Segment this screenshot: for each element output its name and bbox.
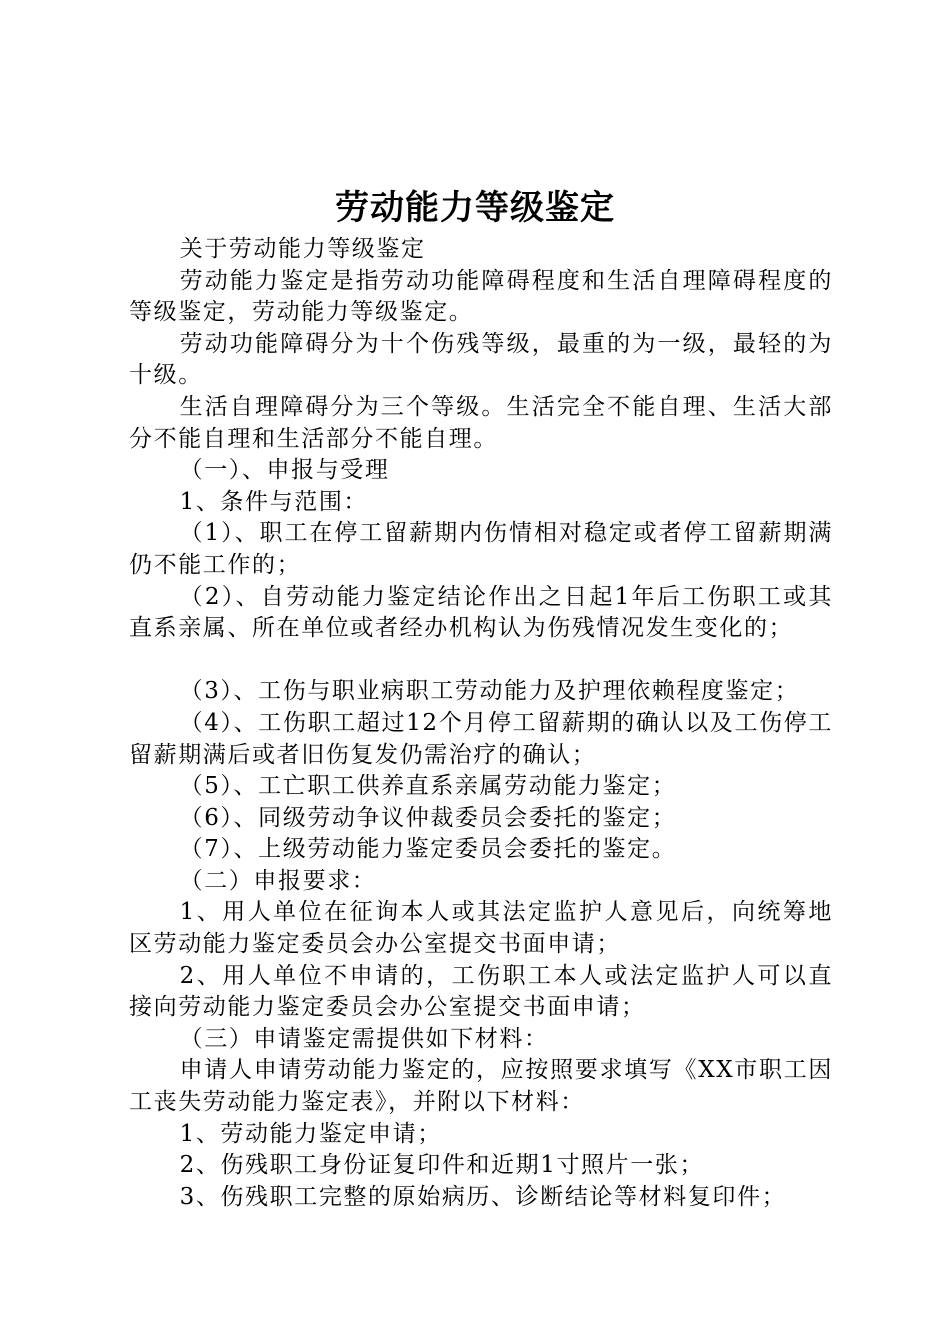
condition-item-5: （5）、工亡职工供养直系亲属劳动能力鉴定； — [179, 773, 677, 800]
requirement-item-2: 2、用人单位不申请的，工伤职工本人或法定监护人可以直接向劳动能力鉴定委员会办公室提交书面申请； — [129, 962, 833, 1021]
paragraph-self-care-grades: 生活自理障碍分为三个等级。生活完全不能自理、生活大部分不能自理和生活部分不能自理。 — [129, 393, 833, 452]
document-title: 劳动能力等级鉴定 — [335, 188, 615, 228]
condition-item-4: （4）、工伤职工超过12个月停工留薪期的确认以及工伤停工留薪期满后或者旧伤复发仍需治疗的确认； — [129, 709, 833, 768]
requirement-item-1: 1、用人单位在征询本人或其法定监护人意见后，向统筹地区劳动能力鉴定委员会办公室提交书面申请； — [129, 899, 833, 958]
material-item-1: 1、劳动能力鉴定申请； — [179, 1120, 442, 1147]
condition-item-2: （2）、自劳动能力鉴定结论作出之日起1年后工伤职工或其直系亲属、所在单位或者经办机构认为伤残情况发生变化的； — [129, 583, 833, 642]
section-heading-requirements: （二）申报要求： — [179, 867, 377, 894]
material-item-3: 3、伤残职工完整的原始病历、诊断结论等材料复印件； — [179, 1183, 787, 1210]
condition-item-7: （7）、上级劳动能力鉴定委员会委托的鉴定。 — [179, 836, 677, 863]
material-item-2: 2、伤残职工身份证复印件和近期1寸照片一张； — [179, 1152, 705, 1179]
condition-item-1: （1）、职工在停工留薪期内伤情相对稳定或者停工留薪期满仍不能工作的； — [129, 520, 833, 578]
paragraph-heading-about: 关于劳动能力等级鉴定 — [179, 236, 426, 262]
paragraph-materials-intro: 申请人申请劳动能力鉴定的，应按照要求填写《XX市职工因工丧失劳动能力鉴定表》，并附以下材料： — [129, 1057, 833, 1116]
paragraph-definition: 劳动能力鉴定是指劳动功能障碍程度和生活自理障碍程度的等级鉴定，劳动能力等级鉴定。 — [129, 267, 833, 326]
paragraph-disability-grades: 劳动功能障碍分为十个伤残等级，最重的为一级，最轻的为十级。 — [129, 330, 833, 389]
subsection-heading-conditions: 1、条件与范围： — [179, 488, 369, 515]
section-heading-application: （一）、申报与受理 — [179, 457, 390, 484]
condition-item-6: （6）、同级劳动争议仲裁委员会委托的鉴定； — [179, 804, 677, 831]
condition-item-3: （3）、工伤与职业病职工劳动能力及护理依赖程度鉴定； — [179, 678, 800, 705]
section-heading-materials: （三）申请鉴定需提供如下材料： — [179, 1025, 549, 1052]
document-body — [129, 234, 833, 1213]
